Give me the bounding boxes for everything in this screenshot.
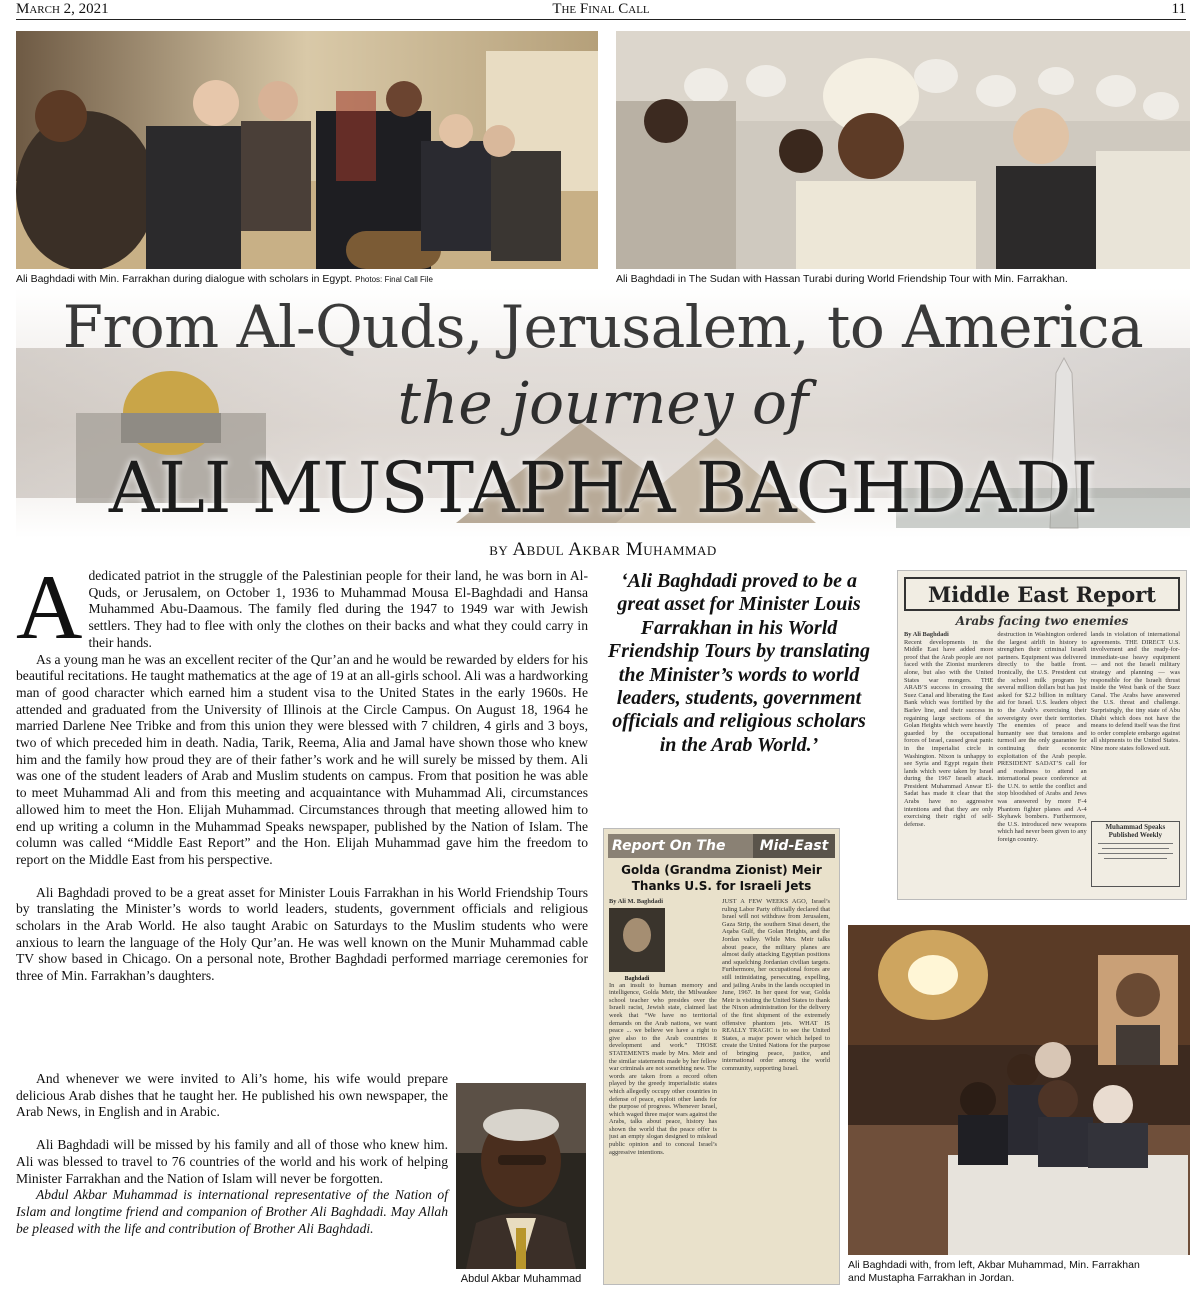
photo-abdul-akbar-muhammad (456, 1083, 586, 1269)
article-paragraph-5: Ali Baghdadi will be missed by his family and all of those who knew him. Ali was blessed to travel to 76 countries of the world and his work of helping Minister Farrakhan and the Nation of Islam will never be forgotten. (16, 1137, 448, 1186)
dropcap: A (16, 556, 83, 658)
article-paragraph-4: And whenever we were invited to Ali’s home, his wife would prepare delicious Arab dishes that he taught her. He published his own newspaper, the Arab News, in English and in Arabic. (16, 1071, 448, 1120)
byline: by Abdul Akbar Muhammad (489, 539, 717, 560)
clipping2-col-1: In an insult to human memory and intelligence, Golda Meir, the Milwaukee school teacher who presides over the Israeli racist, Jewish state, claimed last week that “We have no territorial demands on the Arab nations, we want peace ... we believe we have a right to give also to the Arab countries it development and work.” THOSE STATEMENTS made by Mrs. Meir and the similar statements made by her fellow war criminals are not something new. The words are taken from a record often played by the greedy imperialistic states which allegedly occupy other countries in defense of peace, exploit other lands for the purpose of progress. Whenever Israel, which waged three major wars against the Arabs, talks about peace, history has shown the world that the peace offer is just an empty slogan designed to mislead public opinion and to conceal Israel’s aggressive intentions. (609, 981, 717, 1156)
clipping2-photo: Baghdadi (609, 908, 665, 972)
pull-quote: ‘Ali Baghdadi proved to be a great asset for Minister Louis Farrakhan in his World Friendship Tours by translating the Minister’s words to world leaders, students, government officials and religious scholars in the Arab World.’ (607, 570, 871, 756)
headline-line-2: the journey of (397, 369, 809, 437)
photo-caption-egypt: Ali Baghdadi with Min. Farrakhan during dialogue with scholars in Egypt. Photos: Final Call File (16, 273, 433, 285)
clipping-byline: By Ali Baghdadi (904, 631, 949, 638)
page-header (16, 0, 1186, 20)
publication-name: The Final Call (552, 1, 650, 17)
photo-credit: Photos: Final Call File (355, 275, 433, 284)
article-paragraph-3: Ali Baghdadi proved to be a great asset for Minister Louis Farrakhan in his World Friendship Tours by translating the Minister’s words to world leaders, students, government officials and religious scholars in the Arab World. He also taught Arabic on Saturdays to the Muslim students who were anxious to learn the language of the Holy Qur’an. He was well known on the Munir Muhammad cable TV show based in Chicago. On a personal note, Brother Baghdadi performed marriage ceremonies for three of Min. Farrakhan’s daughters. (16, 884, 588, 984)
photo-caption-jordan: Ali Baghdadi with, from left, Akbar Muhammad, Min. Farrakhan and Mustapha Farrakhan in Jordan. (848, 1259, 1140, 1284)
clipping2-byline: By Ali M. Baghdadi (609, 898, 663, 905)
headline-line-1: From Al-Quds, Jerusalem, to America (62, 293, 1144, 361)
clipping-col-3: lands in violation of international agreements. THE DIRECT U.S. involvement and the ready-for-immediate-use heavy equipment — and not the Israeli military strategy and planning — was responsible for the Israeli thrust inside the West bank of the Suez Canal. The Arabs have answered the U.S. threat and challenge. Surprisingly, the tiny state of Abu Dhabi which does not have the means to defend itself was the first to order complete embargo against all shipments to the United States. Nine more states followed suit. (1090, 631, 1180, 752)
clipping2-headline-1: Golda (Grandma Zionist) Meir (621, 863, 822, 877)
photo-farrakhan-egypt (16, 31, 598, 269)
page-number: 11 (1171, 1, 1186, 17)
photo-jordan-meeting (848, 925, 1190, 1255)
clipping-col-2: destruction in Washington ordered the largest airlift in history to strengthen their criminal Israeli partners. Equipment was delivered directly to the battle front. Ironically, the U.S. President cut the school milk program by several million dollars but has just asked for $2.2 billion in military aid for Israel. U.S. leaders object to the Arab’s exercising their sovereignty over their territories. The enemies of peace and humanity see that tensions and turmoil are the only guarantee for continuing their economic exploitation of the Arab people. PRESIDENT SADAT’S call for and readiness to attend an international peace conference at the U.N. to settle the conflict and stop bloodshed of Arabs and Jews was answered by more F-4 Phantom fighter planes and A-4 Skyhawk bombers. Furthermore, the U.S. introduced new weapons which had never been given to any foreign country. (997, 631, 1087, 844)
clipping-middle-east-report (897, 570, 1187, 900)
clipping-col-1: Recent developments in the Middle East have added more proof that the Arab people are not faced with the Zionist murderers alone, but also with the United States war mongers. THE ARAB’S success in crossing the Suez Canal and liberating the East Bank which was fortified by the Barlev line, and their success in regaining large sections of the Golan Heights which were heavily guarded by the occupational forces of Israel, caused great panic in the imperialist circle in Washington. Nixon is unhappy to see Syria and Egypt regain their lands which were taken by Israel during the 1967 Israeli attack. President Muhammad Anwar El-Sadat has made it clear that the Arabs have no aggressive intentions and that they are only exercising their right of self-defense. (904, 638, 994, 828)
article-paragraph-2: As a young man he was an excellent reciter of the Qur’an and he would be rewarded by elders for his beautiful recitations. He taught mathematics at the age of 19 at an all-girls school. Ali was a hardworking man of good character which earned him a student visa to the United States in the early 1960s. He attended and graduated from the University of Illinois at the Circle Campus. On August 18, 1964 he married Darlene Nee Tribke and from this union they were blessed with 7 children, 4 girls and 3 boys, two of which preceded him in death. Nadia, Tarik, Reema, Alia and Jamal have shown those who knew him and the family how proud they are of their father’s work and he will surely be missed by them. Ali was one of the student leaders of Arab and Muslim students on campus. From that position he was able to meet Muhammad Ali and from this meeting and acquaintance with Muhammad Ali, circumstances allowed him to meet the Hon. Elijah Muhammad. Circumstances through that meeting allowed him to end up writing a column in the Muhammad Speaks newspaper, published by the Nation of Islam. The column was called “Middle East Report” and the Hon. Elijah Muhammad gave him the freedom to report on the Middle East from his perspective. (16, 651, 588, 867)
clipping2-banner-right: Mid-East (753, 834, 835, 858)
clipping-subtitle: Arabs facing two enemies (955, 614, 1129, 628)
clipping-report-on-the-mid-east (603, 828, 840, 1285)
article-body-top (16, 556, 588, 985)
clipping-masthead: Muhammad Speaks Published Weekly (1091, 821, 1180, 887)
headline-line-3: ALI MUSTAPHA BAGHDADI (108, 447, 1098, 529)
clipping2-headline-2: Thanks U.S. for Israeli Jets (631, 879, 812, 893)
author-bio: Abdul Akbar Muhammad is international representative of the Nation of Islam and longtime friend and companion of Brother Ali Baghdadi. May Allah be pleased with the life and contribution of Brother Ali Baghdadi. (16, 1187, 448, 1236)
photo-caption-sudan: Ali Baghdadi in The Sudan with Hassan Turabi during World Friendship Tour with Min. Farrakhan. (616, 273, 1068, 285)
portrait-caption: Abdul Akbar Muhammad (460, 1273, 582, 1285)
article-paragraph-1: Adedicated patriot in the struggle of the Palestinian people for their land, he was born in Al-Quds, or Jerusalem, on October 1, 1936 to Muhammad Mousa El-Baghdadi and Hansa Muhammed Abu-Daamous. The family fled during the 1947 to 1949 war with Jewish settlers. They had to flee with only the clothes on their backs and what they could carry in their hands. (16, 556, 588, 658)
article-body-bottom (16, 1071, 448, 1237)
photo-sudan-turabi (616, 31, 1190, 269)
clipping2-col-2: JUST A FEW WEEKS AGO, Israel’s ruling Labor Party officially declared that Israel will not withdraw from Jerusalem, Gaza Strip, the southern Sinai desert, the Aqaba Gulf, the Golan Heights, and the Jordan valley. While Mrs. Meir talks about peace, the military planes are almost daily attacking Egyptian positions and squelching Jordanian civilian targets. Furthermore, her occupational forces are still intimidating, persecuting, expelling, and jailing Arabs in the lands occupied in June, 1967. In her quest for war, Golda Meir is visiting the United States to thank the Nixon administration for the delivery of the first shipment of the extremely offensive phantom jets. WHAT IS REALLY TRAGIC is to see the United States, a major power which helped to create the United Nations for the purpose of bringing peace, justice, and international order among the world community, supporting Israel. (722, 898, 830, 1073)
clipping-title: Middle East Report (904, 577, 1180, 611)
issue-date: March 2, 2021 (16, 1, 109, 17)
clipping2-banner-left: Report On The (608, 834, 753, 858)
